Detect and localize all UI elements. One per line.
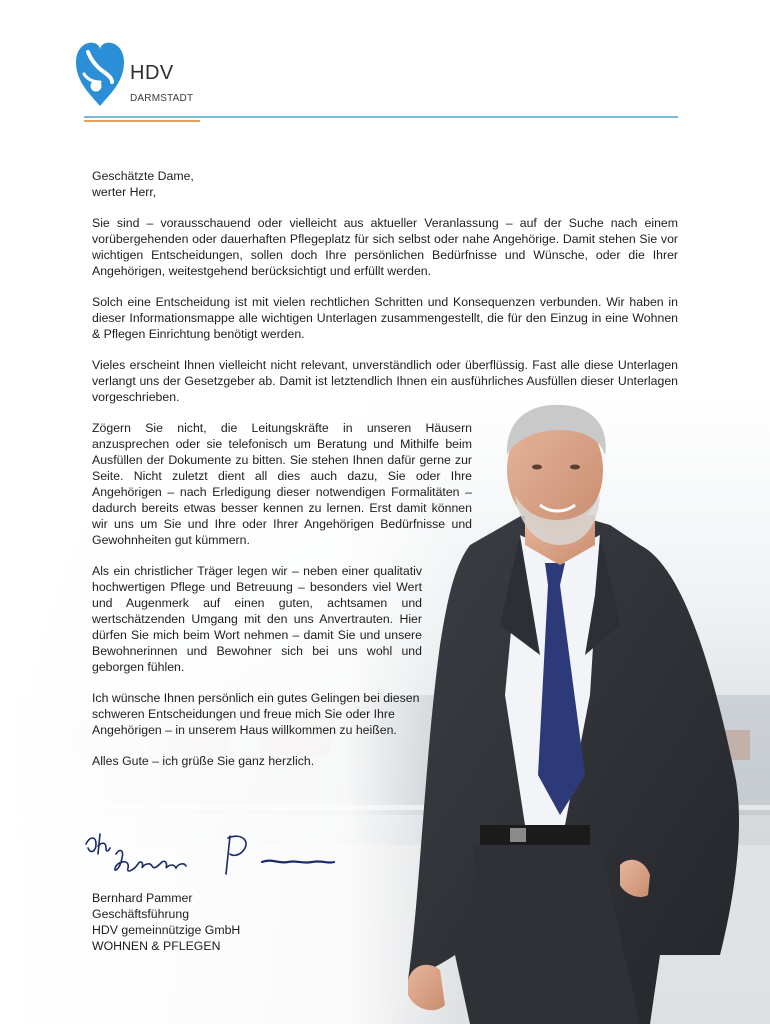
paragraph-2: Solch eine Entscheidung ist mit vielen rechtlichen Schritten und Konsequenzen verbunden. Wir haben in dieser Informationsmappe alle wichtigen Unterlagen zusammengestellt, die für den Einzug in eine Wohnen & Pflegen Einrichtung benötigt werden. (92, 295, 678, 341)
salutation (92, 168, 678, 200)
header-rule (84, 116, 678, 118)
logo-subtitle: DARMSTADT (130, 93, 194, 104)
paragraph-6: Ich wünsche Ihnen persönlich ein gutes Gelingen bei diesen schweren Entscheidungen und freue mich Sie oder Ihre Angehörigen – in unserem Haus willkommen zu heißen. (92, 691, 420, 737)
sender-name: Bernhard Pammer (92, 891, 193, 905)
header-accent-rule (84, 120, 200, 122)
paragraph-3: Vieles erscheint Ihnen vielleicht nicht relevant, unverständlich oder überflüssig. Fast alle diese Unterlagen verlangt uns der Gesetzgeber ab. Damit ist letztendlich Ihnen ein ausführliches Ausfüllen dieser Unterlagen vorgeschrieben. (92, 358, 678, 404)
letter-body (92, 168, 678, 784)
sender-division: WOHNEN & PFLEGEN (92, 939, 221, 953)
logo-title: HDV (130, 62, 174, 84)
handwritten-signature (82, 830, 342, 890)
hdv-logo (74, 38, 204, 110)
heart-figure-icon (74, 38, 126, 108)
closing: Alles Gute – ich grüße Sie ganz herzlich. (92, 754, 315, 768)
paragraph-5: Als ein christlicher Träger legen wir – neben einer qualitativ hochwertigen Pflege und Betreuung – besonders viel Wert und Augenmerk auf einen guten, achtsamen und wertschätzenden Umgang mit den uns Anvertrauten. Hier dürfen Sie mich beim Wort nehmen – damit Sie und unsere Bewohnerinnen und Bewohner sich bei uns wohl und geborgen fühlen. (92, 564, 422, 674)
salutation-line-2: werter Herr, (92, 185, 157, 199)
sender-role: Geschäftsführung (92, 907, 190, 921)
paragraph-1: Sie sind – vorausschauend oder vielleicht aus aktueller Veranlassung – auf der Suche nach einem vorübergehenden oder dauerhaften Pflegeplatz für sich selbst oder nahe Angehörige. Damit stehen Sie vor wichtigen Entscheidungen, sollen doch Ihre persönlichen Bedürfnisse und Wünsche, oder die Ihrer Angehörigen, weitestgehend berücksichtigt und erfüllt werden. (92, 216, 678, 278)
paragraph-4: Zögern Sie nicht, die Leitungskräfte in unseren Häusern anzusprechen oder sie telefonisch um Beratung und Mithilfe beim Ausfüllen der Dokumente zu bitten. Sie stehen Ihnen dafür gerne zur Seite. Nicht zuletzt dient all dies auch dazu, Sie oder Ihre Angehörigen – nach Erledigung dieser notwendigen Formalitäten – dadurch bereits etwas besser kennen zu lernen. Erst damit können wir uns um Sie und Ihre oder Ihrer Angehörigen Bedürfnisse und Gewohnheiten gut kümmern. (92, 421, 472, 547)
sender-company: HDV gemeinnützige GmbH (92, 923, 241, 937)
salutation-line-1: Geschätzte Dame, (92, 169, 194, 183)
sender-block (92, 890, 240, 954)
